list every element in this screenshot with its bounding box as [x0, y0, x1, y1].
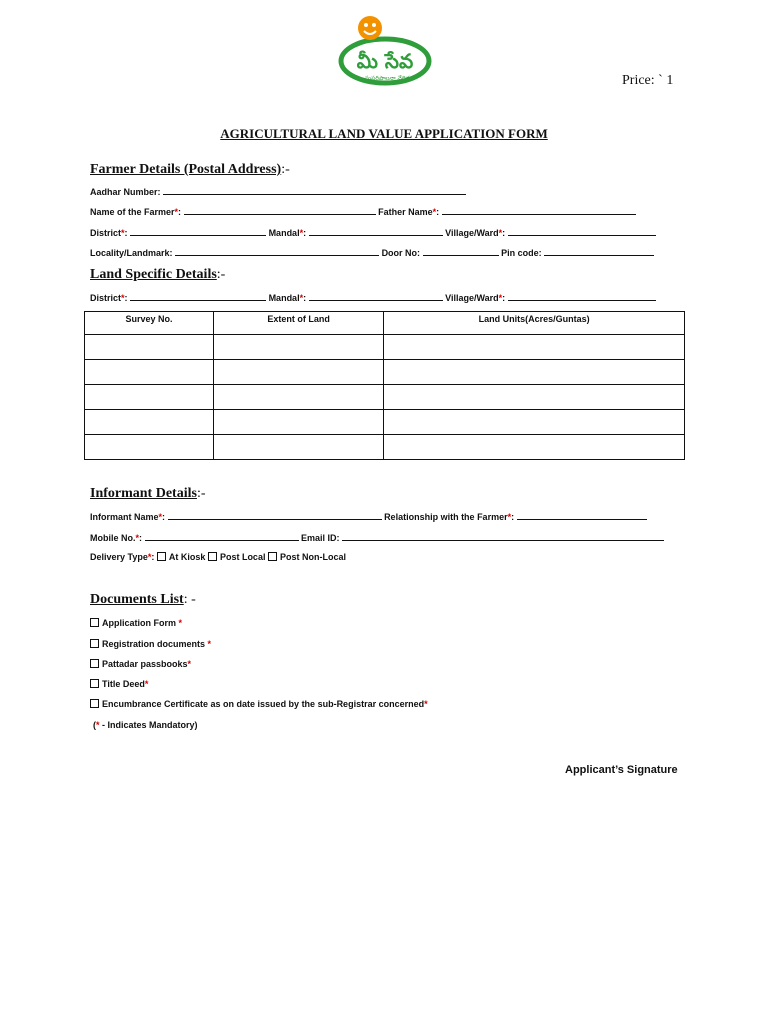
pin-label: Pin code: — [501, 248, 542, 258]
delivery-row: Delivery Type*: At Kiosk Post Local Post Non-Local — [90, 552, 346, 562]
applicant-signature-label: Applicant’s Signature — [565, 764, 678, 776]
farmer-name-row: Name of the Farmer*: Father Name*: — [90, 206, 636, 217]
price-label: Price: ` 1 — [622, 73, 674, 88]
farmer-name-label: Name of the Farmer — [90, 207, 175, 217]
email-label: Email ID: — [301, 533, 340, 543]
land-district-row: District*: Mandal*: Village/Ward*: — [90, 292, 656, 303]
logo-sun-face — [358, 16, 382, 40]
table-row — [85, 360, 685, 385]
informant-name-row: Informant Name*: Relationship with the Farmer*: — [90, 511, 647, 522]
aadhar-field[interactable] — [163, 186, 466, 195]
relationship-label: Relationship with the Farmer — [384, 512, 508, 522]
document-checkbox[interactable] — [90, 699, 99, 708]
table-row — [85, 410, 685, 435]
aadhar-label: Aadhar Number: — [90, 187, 161, 197]
informant-section-heading: Informant Details:- — [90, 486, 206, 501]
door-label: Door No: — [381, 248, 421, 258]
document-item: Title Deed* — [90, 679, 148, 689]
table-cell[interactable] — [213, 385, 383, 410]
pin-field[interactable] — [544, 247, 654, 256]
table-cell[interactable] — [85, 360, 214, 385]
land-district-field[interactable] — [130, 292, 266, 301]
table-cell[interactable] — [213, 335, 383, 360]
father-name-field[interactable] — [442, 206, 636, 215]
table-cell[interactable] — [384, 335, 685, 360]
table-row — [85, 435, 685, 460]
document-item: Registration documents * — [90, 639, 211, 649]
farmer-section-heading: Farmer Details (Postal Address):- — [90, 162, 290, 177]
farmer-district-field[interactable] — [130, 227, 266, 236]
land-village-field[interactable] — [508, 292, 656, 301]
documents-section-heading: Documents List: - — [90, 592, 196, 607]
table-row — [85, 385, 685, 410]
farmer-mandal-field[interactable] — [309, 227, 443, 236]
logo-subtext: సుపరిపాలనా వేదిక — [364, 75, 410, 82]
mobile-label: Mobile No. — [90, 533, 136, 543]
table-cell[interactable] — [384, 435, 685, 460]
locality-label: Locality/Landmark: — [90, 248, 173, 258]
logo-text: మీ సేవ — [356, 49, 414, 73]
farmer-locality-row — [90, 247, 654, 258]
informant-name-label: Informant Name — [90, 512, 159, 522]
table-cell[interactable] — [384, 410, 685, 435]
land-mandal-field[interactable] — [309, 292, 443, 301]
farmer-village-field[interactable] — [508, 227, 656, 236]
farmer-name-field[interactable] — [184, 206, 376, 215]
table-cell[interactable] — [85, 335, 214, 360]
door-field[interactable] — [423, 247, 499, 256]
delivery-post-nonlocal-checkbox[interactable] — [268, 552, 277, 561]
delivery-label: Delivery Type — [90, 552, 148, 562]
mobile-field[interactable] — [145, 532, 299, 541]
father-name-label: Father Name — [378, 207, 433, 217]
document-checkbox[interactable] — [90, 679, 99, 688]
mobile-row: Mobile No.*: Email ID: — [90, 532, 664, 543]
document-checkbox[interactable] — [90, 618, 99, 627]
aadhar-row — [90, 186, 466, 197]
relationship-field[interactable] — [517, 511, 647, 520]
delivery-kiosk-checkbox[interactable] — [157, 552, 166, 561]
table-cell[interactable] — [213, 435, 383, 460]
document-item: Pattadar passbooks* — [90, 659, 191, 669]
email-field[interactable] — [342, 532, 664, 541]
table-cell[interactable] — [384, 385, 685, 410]
document-checkbox[interactable] — [90, 639, 99, 648]
mandatory-note: (* - Indicates Mandatory) — [93, 720, 198, 730]
table-cell[interactable] — [213, 410, 383, 435]
table-cell[interactable] — [85, 385, 214, 410]
informant-name-field[interactable] — [168, 511, 382, 520]
mee-seva-logo — [332, 13, 442, 89]
land-section-heading: Land Specific Details:- — [90, 267, 226, 282]
document-item: Encumbrance Certificate as on date issued by the sub-Registrar concerned* — [90, 699, 428, 709]
delivery-post-local-checkbox[interactable] — [208, 552, 217, 561]
column-survey-no: Survey No. — [85, 312, 214, 335]
farmer-district-row: District*: Mandal*: Village/Ward*: — [90, 227, 656, 238]
table-cell[interactable] — [85, 410, 214, 435]
column-land-units: Land Units(Acres/Guntas) — [384, 312, 685, 335]
document-checkbox[interactable] — [90, 659, 99, 668]
locality-field[interactable] — [175, 247, 379, 256]
form-title: AGRICULTURAL LAND VALUE APPLICATION FORM — [220, 126, 548, 141]
table-cell[interactable] — [85, 435, 214, 460]
table-cell[interactable] — [213, 360, 383, 385]
table-row — [85, 335, 685, 360]
document-item: Application Form * — [90, 618, 182, 628]
table-cell[interactable] — [384, 360, 685, 385]
column-extent: Extent of Land — [213, 312, 383, 335]
land-table — [84, 311, 685, 460]
